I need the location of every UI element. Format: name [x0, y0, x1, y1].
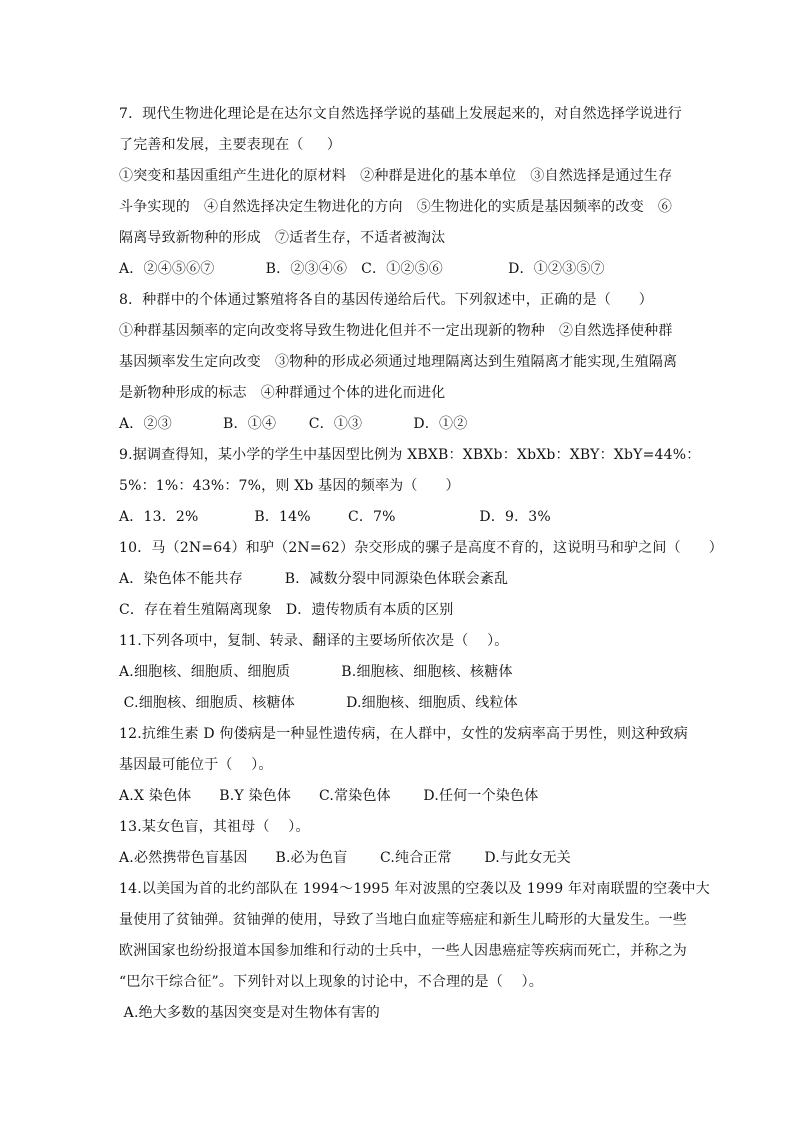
q8-statements-line-1: ①种群基因频率的定向改变将导致生物进化但并不一定出现新的物种 ②自然选择使种群 [119, 323, 673, 339]
q9-options: A．13．2% B．14% C．7% D．9．3% [119, 509, 551, 525]
q11-options-line-1: A.细胞核、细胞质、细胞质 B.细胞核、细胞核、核糖体 [119, 664, 513, 680]
q10-stem: 10．马（2N=64）和驴（2N=62）杂交形成的骡子是高度不育的，这说明马和驴之间（ ） [119, 540, 723, 556]
q14-stem-line-1: 14.以美国为首的北约部队在 1994～1995 年对波黑的空袭以及 1999 年对南联盟的空袭中大 [119, 881, 710, 897]
q8-statements-line-2: 基因频率发生定向改变 ③物种的形成必须通过地理隔离达到生殖隔离才能实现,生殖隔离 [119, 354, 678, 370]
q7-statements-line-1: ①突变和基因重组产生进化的原材料 ②种群是进化的基本单位 ③自然选择是通过生存 [119, 168, 673, 184]
q7-statements-line-2: 斗争实现的 ④自然选择决定生物进化的方向 ⑤生物进化的实质是基因频率的改变 ⑥ [119, 199, 673, 215]
q12-stem-line-1: 12.抗维生素 D 佝偻病是一种显性遗传病，在人群中，女性的发病率高于男性，则这种致病 [119, 726, 688, 742]
q9-stem-line-2: 5%：1%：43%：7%，则 Xb 基因的频率为（ ） [119, 478, 460, 494]
q14-stem-line-2: 量使用了贫铀弹。贫铀弹的使用，导致了当地白血症等癌症和新生儿畸形的大量发生。一些 [119, 912, 687, 928]
q12-options: A.X 染色体 B.Y 染色体 C.常染色体 D.任何一个染色体 [119, 788, 539, 804]
q14-option-a: A.绝大多数的基因突变是对生物体有害的 [119, 1005, 381, 1021]
q13-stem: 13.某女色盲，其祖母（ ）。 [119, 819, 310, 835]
q8-statements-line-3: 是新物种形成的标志 ④种群通过个体的进化而进化 [119, 385, 446, 401]
q14-stem-line-4: “巴尔干综合征”。下列针对以上现象的讨论中，不合理的是（ ）。 [119, 974, 543, 990]
q14-stem-line-3: 欧洲国家也纷纷报道本国参加维和行动的士兵中，一些人因患癌症等疾病而死亡，并称之为 [119, 943, 687, 959]
q13-options: A.必然携带色盲基因 B.必为色盲 C.纯合正常 D.与此女无关 [119, 850, 571, 866]
q8-stem: 8．种群中的个体通过繁殖将各自的基因传递给后代。下列叙述中，正确的是（ ） [119, 292, 654, 308]
q9-stem-line-1: 9.据调查得知，某小学的学生中基因型比例为 XBXB：XBXb：XbXb：XBY：XbY=44%： [119, 447, 701, 463]
q10-options-line-1: A．染色体不能共存 B．减数分裂中同源染色体联会紊乱 [119, 571, 509, 587]
q8-options: A．②③ B．①④ C．①③ D．①② [119, 416, 468, 432]
q7-options: A．②④⑤⑥⑦ B．②③④⑥ C．①②⑤⑥ D．①②③⑤⑦ [119, 261, 605, 277]
q10-options-line-2: C．存在着生殖隔离现象 D．遗传物质有本质的区别 [119, 602, 454, 618]
q11-stem: 11.下列各项中，复制、转录、翻译的主要场所依次是（ ）。 [119, 633, 509, 649]
q7-stem-line-2: 了完善和发展，主要表现在（ ） [119, 137, 342, 153]
q7-statements-line-3: 隔离导致新物种的形成 ⑦适者生存，不适者被淘汰 [119, 230, 446, 246]
q11-options-line-2: C.细胞核、细胞质、核糖体 D.细胞核、细胞质、线粒体 [119, 695, 518, 711]
q12-stem-line-2: 基因最可能位于（ ）。 [119, 757, 273, 773]
q7-stem-line-1: 7．现代生物进化理论是在达尔文自然选择学说的基础上发展起来的，对自然选择学说进行 [119, 106, 682, 122]
